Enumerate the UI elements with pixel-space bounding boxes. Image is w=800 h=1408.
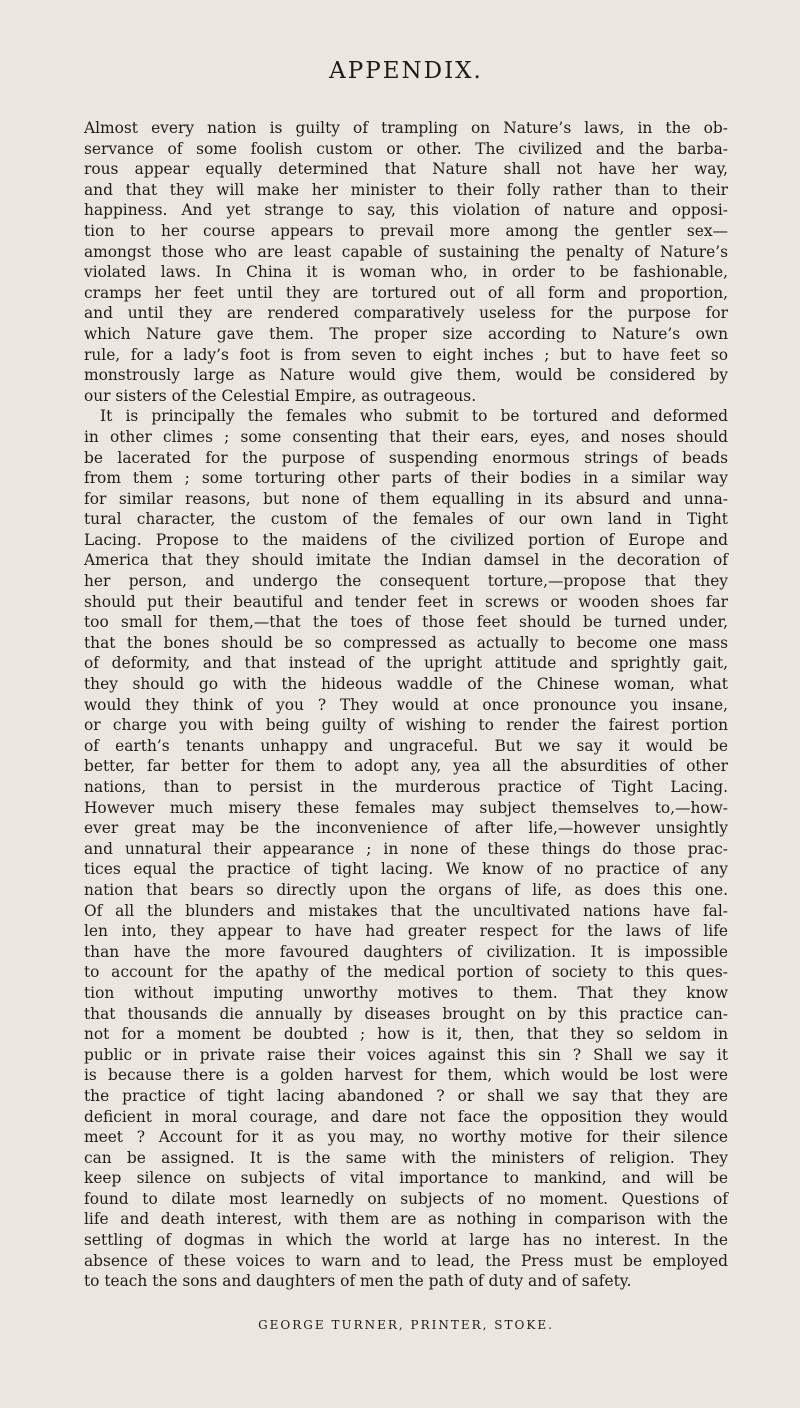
text-line: rule, for a lady’s foot is from seven to eight inches ; but to have feet so <box>84 345 728 364</box>
text-line: However much misery these females may subject themselves to,—how- <box>84 798 728 817</box>
text-line: be lacerated for the purpose of suspending enormous strings of beads <box>84 448 728 467</box>
text-line: violated laws. In China it is woman who, in order to be fashionable, <box>84 263 728 282</box>
text-line: nation that bears so directly upon the organs of life, as does this one. <box>84 880 728 899</box>
text-line: Lacing. Propose to the maidens of the civilized portion of Europe and <box>84 530 728 549</box>
text-line: tices equal the practice of tight lacing. We know of no practice of any <box>84 860 728 879</box>
text-line: to account for the apathy of the medical portion of society to this ques- <box>84 963 728 982</box>
text-line: happiness. And yet strange to say, this violation of nature and opposi- <box>84 201 728 220</box>
text-line: can be assigned. It is the same with the ministers of religion. They <box>84 1148 728 1167</box>
text-line: and that they will make her minister to their folly rather than to their <box>84 180 728 199</box>
text-line: rous appear equally determined that Nature shall not have her way, <box>84 160 728 179</box>
text-line: cramps her feet until they are tortured out of all form and proportion, <box>84 283 728 302</box>
text-line: amongst those who are least capable of sustaining the penalty of Nature’s <box>84 242 728 261</box>
text-line: tion to her course appears to prevail more among the gentler sex— <box>84 221 728 240</box>
page-title: APPENDIX. <box>329 58 483 84</box>
text-line: life and death interest, with them are as nothing in comparison with the <box>84 1210 728 1229</box>
appendix-body-text <box>84 118 728 1292</box>
text-line: would they think of you ? They would at once pronounce you insane, <box>84 695 728 714</box>
text-line: which Nature gave them. The proper size according to Nature’s own <box>84 324 728 343</box>
text-line: to teach the sons and daughters of men the path of duty and of safety. <box>84 1272 632 1291</box>
text-line: It is principally the females who submit to be tortured and deformed <box>100 407 728 426</box>
text-line: public or in private raise their voices against this sin ? Shall we say it <box>84 1045 728 1064</box>
text-line: is because there is a golden harvest for them, which would be lost were <box>84 1066 728 1085</box>
text-line: that thousands die annually by diseases brought on by this practice can- <box>84 1004 728 1023</box>
text-line: len into, they appear to have had greater respect for the laws of life <box>84 922 728 941</box>
text-line: keep silence on subjects of vital importance to mankind, and will be <box>84 1169 728 1188</box>
text-line: not for a moment be doubted ; how is it, then, that they so seldom in <box>84 1025 728 1044</box>
text-line: for similar reasons, but none of them equalling in its absurd and unna- <box>84 489 728 508</box>
text-line: should put their beautiful and tender feet in screws or wooden shoes far <box>84 592 728 611</box>
text-line: and unnatural their appearance ; in none of these things do those prac- <box>84 839 728 858</box>
text-line: meet ? Account for it as you may, no worthy motive for their silence <box>84 1128 728 1147</box>
text-line: Almost every nation is guilty of trampling on Nature’s laws, in the ob- <box>84 119 728 137</box>
text-line: from them ; some torturing other parts of their bodies in a similar way <box>84 469 728 488</box>
text-line: deficient in moral courage, and dare not face the opposition they would <box>84 1107 728 1126</box>
text-line: better, far better for them to adopt any, yea all the absurdities of other <box>84 757 728 776</box>
text-line: servance of some foolish custom or other. The civilized and the barba- <box>84 139 728 158</box>
text-line: tion without imputing unworthy motives to them. That they know <box>84 983 728 1002</box>
text-line: and until they are rendered comparatively useless for the purpose for <box>84 304 728 323</box>
text-line: her person, and undergo the consequent torture,—propose that they <box>84 572 728 591</box>
text-line: than have the more favoured daughters of civilization. It is impossible <box>84 942 728 961</box>
text-line: too small for them,—that the toes of those feet should be turned under, <box>84 613 728 632</box>
text-line: of earth’s tenants unhappy and ungraceful. But we say it would be <box>84 736 728 755</box>
text-line: nations, than to persist in the murderous practice of Tight Lacing. <box>84 778 728 796</box>
text-line: Of all the blunders and mistakes that the uncultivated nations have fal- <box>84 901 728 920</box>
text-line: found to dilate most learnedly on subjects of no moment. Questions of <box>84 1189 728 1208</box>
text-line: they should go with the hideous waddle of the Chinese woman, what <box>84 675 728 694</box>
text-line: tural character, the custom of the females of our own land in Tight <box>84 510 728 529</box>
text-line: our sisters of the Celestial Empire, as outrageous. <box>84 386 477 405</box>
text-line: of deformity, and that instead of the upright attitude and sprightly gait, <box>84 654 728 673</box>
text-line: America that they should imitate the Indian damsel in the decoration of <box>84 551 728 570</box>
text-line: ever great may be the inconvenience of after life,—however unsightly <box>84 819 728 838</box>
text-line: absence of these voices to warn and to lead, the Press must be employed <box>84 1251 728 1270</box>
printer-imprint: GEORGE TURNER, PRINTER, STOKE. <box>258 1317 554 1332</box>
text-line: in other climes ; some consenting that their ears, eyes, and noses should <box>84 427 728 446</box>
text-line: monstrously large as Nature would give them, would be considered by <box>84 366 728 385</box>
text-line: settling of dogmas in which the world at large has no interest. In the <box>84 1231 728 1250</box>
text-line: or charge you with being guilty of wishing to render the fairest portion <box>84 716 728 735</box>
text-line: the practice of tight lacing abandoned ? or shall we say that they are <box>84 1086 728 1105</box>
text-line: that the bones should be so compressed as actually to become one mass <box>84 633 728 652</box>
